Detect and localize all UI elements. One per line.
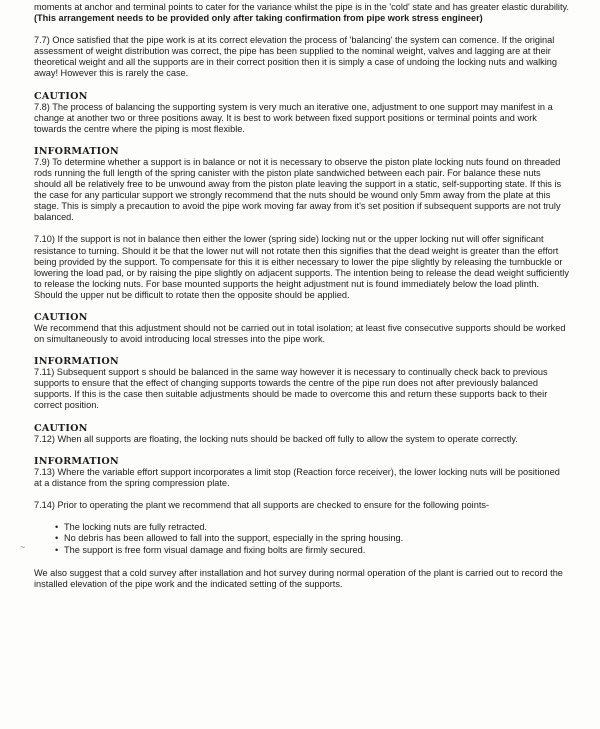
checklist <box>34 522 570 556</box>
paragraph-7-7: 7.7) Once satisfied that the pipe work is at its correct elevation the process of 'balancing' the system can comence. If the original assessment of weight distribution was correct, the pipe has been supplied to the nominal weight, valves and lagging are at their theoretical weight and all the supports are in their correct position then it is simply a case of undoing the locking nuts and walking away! However this is rarely the case. <box>34 35 557 79</box>
intro-text: moments at anchor and terminal points to cater for the variance whilst the pipe is in the 'cold' state and has greater elastic durability. <box>34 2 569 12</box>
checklist-item: • The locking nuts are fully retracted. <box>64 522 570 533</box>
information-heading-2: INFORMATION <box>34 356 119 368</box>
intro-paragraph <box>34 2 570 24</box>
paragraph-7-12: 7.12) When all supports are floating, the locking nuts should be backed off fully to allow the system to operate correctly. <box>34 433 518 444</box>
closing-paragraph: We also suggest that a cold survey after installation and hot survey during normal operation of the plant is carried out to record the installed elevation of the pipe work and the indicated setting of the supports. <box>34 568 563 590</box>
paragraph-7-10: 7.10) If the support is not in balance then either the lower (spring side) locking nut or the upper locking nut will offer significant resistance to turning. Should it be that the lower nut will not rotate then this signifies that the dead weight is greater than the effort being provided by the support. To compensate for this it is either necessary to lower the pipe slightly by releasing the turnbuckle or lowering the load pad, or by raising the pipe slightly on adjacent supports. The intention being to release the dead weight sufficiently to release the locking nuts. For base mounted supports the height adjustment nut is found immediately below the load plinth. Should the upper nut be difficult to rotate then the opposite should be applied. <box>34 234 569 300</box>
scan-mark: ~ <box>20 542 26 552</box>
paragraph-7-11: 7.11) Subsequent support s should be balanced in the same way however it is necessary to continually check back to previous supports to ensure that the effect of changing supports towards the centre of the pipe run does not after previously balanced supports. If this is the case then suitable adjustments should be made to overcome this and return these supports back to their correct position. <box>34 367 548 411</box>
checklist-item: • No debris has been allowed to fall into the support, especially in the spring housing. <box>64 533 570 544</box>
paragraph-7-9: 7.9) To determine whether a support is in balance or not it is necessary to observe the piston plate locking nuts found on threaded rods running the full length of the spring canister with the piston plate sandwiched between each pair. For balance these nuts should all be relatively free to be unwound away from the piston plate leaving the support in a static, self-supporting state. If this is the case for any particular support we strongly recommend that the nuts should be wound only 5mm away from the plate at this stage. This is simply a precaution to avoid the pipe work moving far away from it's set position if subsequent supports are not truly balanced. <box>34 156 562 223</box>
caution-heading-1: CAUTION <box>34 90 88 102</box>
information-heading-1: INFORMATION <box>34 145 119 157</box>
caution-heading-3: CAUTION <box>34 422 88 434</box>
intro-bold-note: (This arrangement needs to be provided only after taking confirmation from pipe work stress engineer) <box>34 13 483 24</box>
information-heading-3: INFORMATION <box>34 455 119 467</box>
paragraph-7-8: 7.8) The process of balancing the supporting system is very much an iterative one, adjustment to one support may manifest in a change at another two or three positions away. It is best to work between fixed support positions or terminal points and work towards the centre where the piping is most flexible. <box>34 101 553 134</box>
paragraph-7-13: 7.13) Where the variable effort support incorporates a limit stop (Reaction force receiver), the lower locking nuts will be positioned at a distance from the spring compression plate. <box>34 466 560 488</box>
caution-heading-2: CAUTION <box>34 311 88 323</box>
checklist-item: • The support is free form visual damage and fixing bolts are firmly secured. <box>64 545 570 556</box>
paragraph-7-14: 7.14) Prior to operating the plant we recommend that all supports are checked to ensure for the following points- <box>34 499 490 510</box>
caution-paragraph-2: We recommend that this adjustment should not be carried out in total isolation; at least five consecutive supports should be worked on simultaneously to avoid introducing local stresses into the pipe work. <box>34 322 566 345</box>
